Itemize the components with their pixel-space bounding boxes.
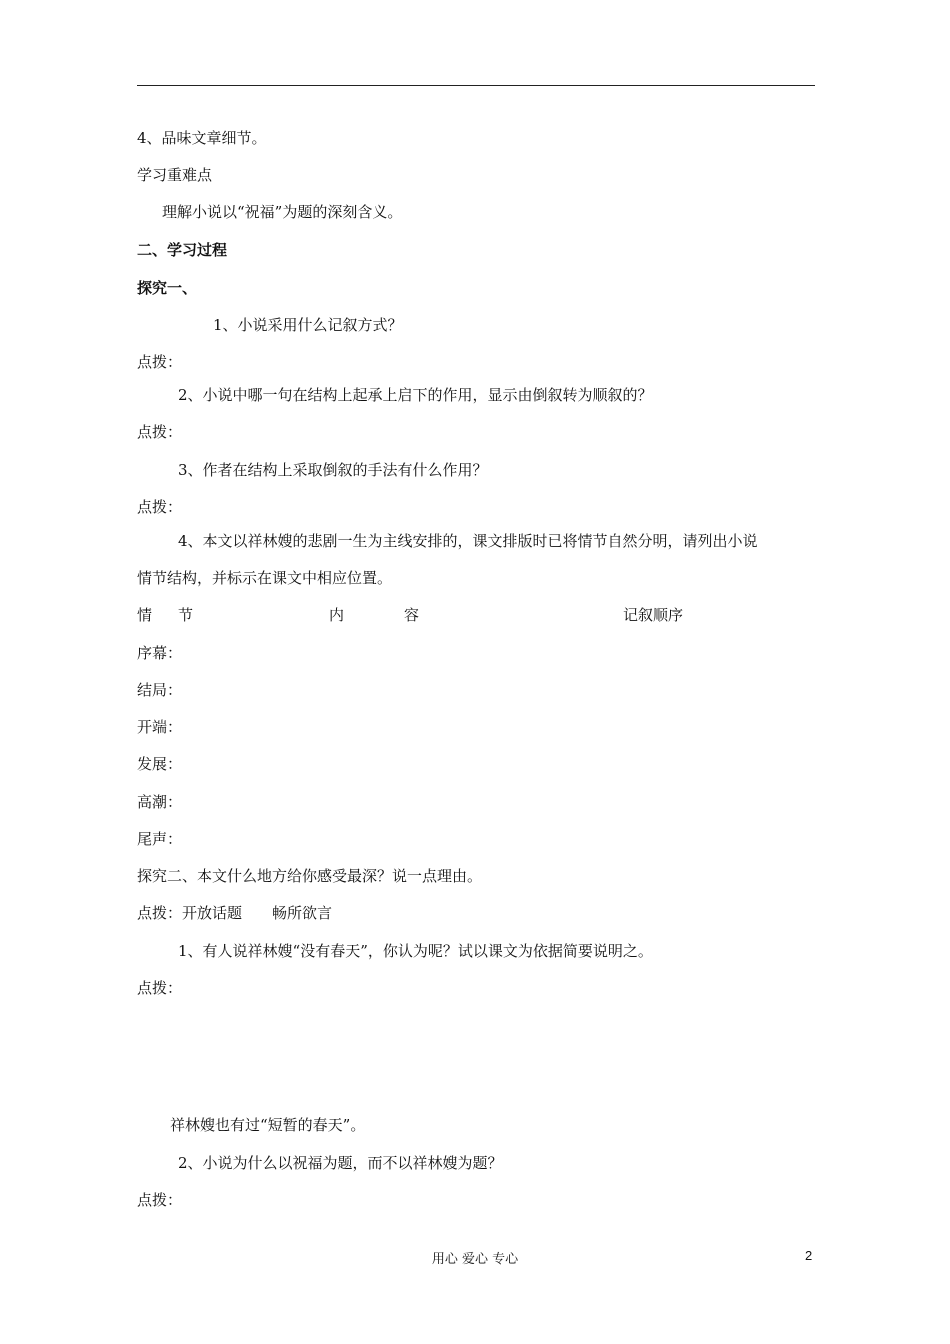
inquiry-two-question-2: 2、小说为什么以祝福为题，而不以祥林嫂为题？ xyxy=(178,1154,503,1172)
table-header-content-1: 内 xyxy=(329,606,345,624)
footer-motto: 用心 爱心 专心 xyxy=(431,1252,519,1267)
inquiry-one-heading: 探究一、 xyxy=(137,279,198,297)
plot-item-development: 发展： xyxy=(137,755,183,773)
plot-item-climax: 高潮： xyxy=(137,793,183,811)
plot-item-epilogue: 尾声： xyxy=(137,830,183,848)
inquiry-two-text: 探究二、本文什么地方给你感受最深？说一点理由。 xyxy=(137,867,483,885)
page-number: 2 xyxy=(805,1248,813,1263)
table-header-order: 记叙顺序 xyxy=(623,606,684,624)
plot-item-prologue: 序幕： xyxy=(137,644,183,662)
table-header-plot-2: 节 xyxy=(178,606,194,624)
table-header-plot-1: 情 xyxy=(137,606,153,624)
objective-item-4: 4、品味文章细节。 xyxy=(137,129,267,147)
question-2: 2、小说中哪一句在结构上起承上启下的作用，显示由倒叙转为顺叙的？ xyxy=(178,386,653,404)
plot-item-beginning: 开端： xyxy=(137,718,183,736)
header-rule xyxy=(137,85,815,86)
hint-label: 点拨： xyxy=(137,1191,183,1209)
table-header-content-2: 容 xyxy=(404,606,420,624)
key-points-text: 理解小说以“祝福”为题的深刻含义。 xyxy=(162,203,403,221)
inquiry-two-question-1: 1、有人说祥林嫂“没有春天”，你认为呢？试以课文为依据简要说明之。 xyxy=(178,942,653,960)
section-heading-process: 二、学习过程 xyxy=(137,241,228,259)
question-3: 3、作者在结构上采取倒叙的手法有什么作用？ xyxy=(178,461,488,479)
answer-spring: 祥林嫂也有过“短暂的春天”。 xyxy=(170,1116,366,1134)
hint-label: 点拨： xyxy=(137,423,183,441)
hint-label: 点拨： xyxy=(137,979,183,997)
hint-label: 点拨： xyxy=(137,498,183,516)
question-1: 1、小说采用什么记叙方式？ xyxy=(213,316,403,334)
key-points-heading: 学习重难点 xyxy=(137,166,213,184)
plot-item-ending: 结局： xyxy=(137,681,183,699)
hint-label: 点拨： xyxy=(137,353,183,371)
question-4-line-1: 4、本文以祥林嫂的悲剧一生为主线安排的，课文排版时已将情节自然分明，请列出小说 xyxy=(178,532,758,550)
hint-open-topic: 点拨：开放话题 畅所欲言 xyxy=(137,904,333,922)
question-4-line-2: 情节结构，并标示在课文中相应位置。 xyxy=(137,569,393,587)
